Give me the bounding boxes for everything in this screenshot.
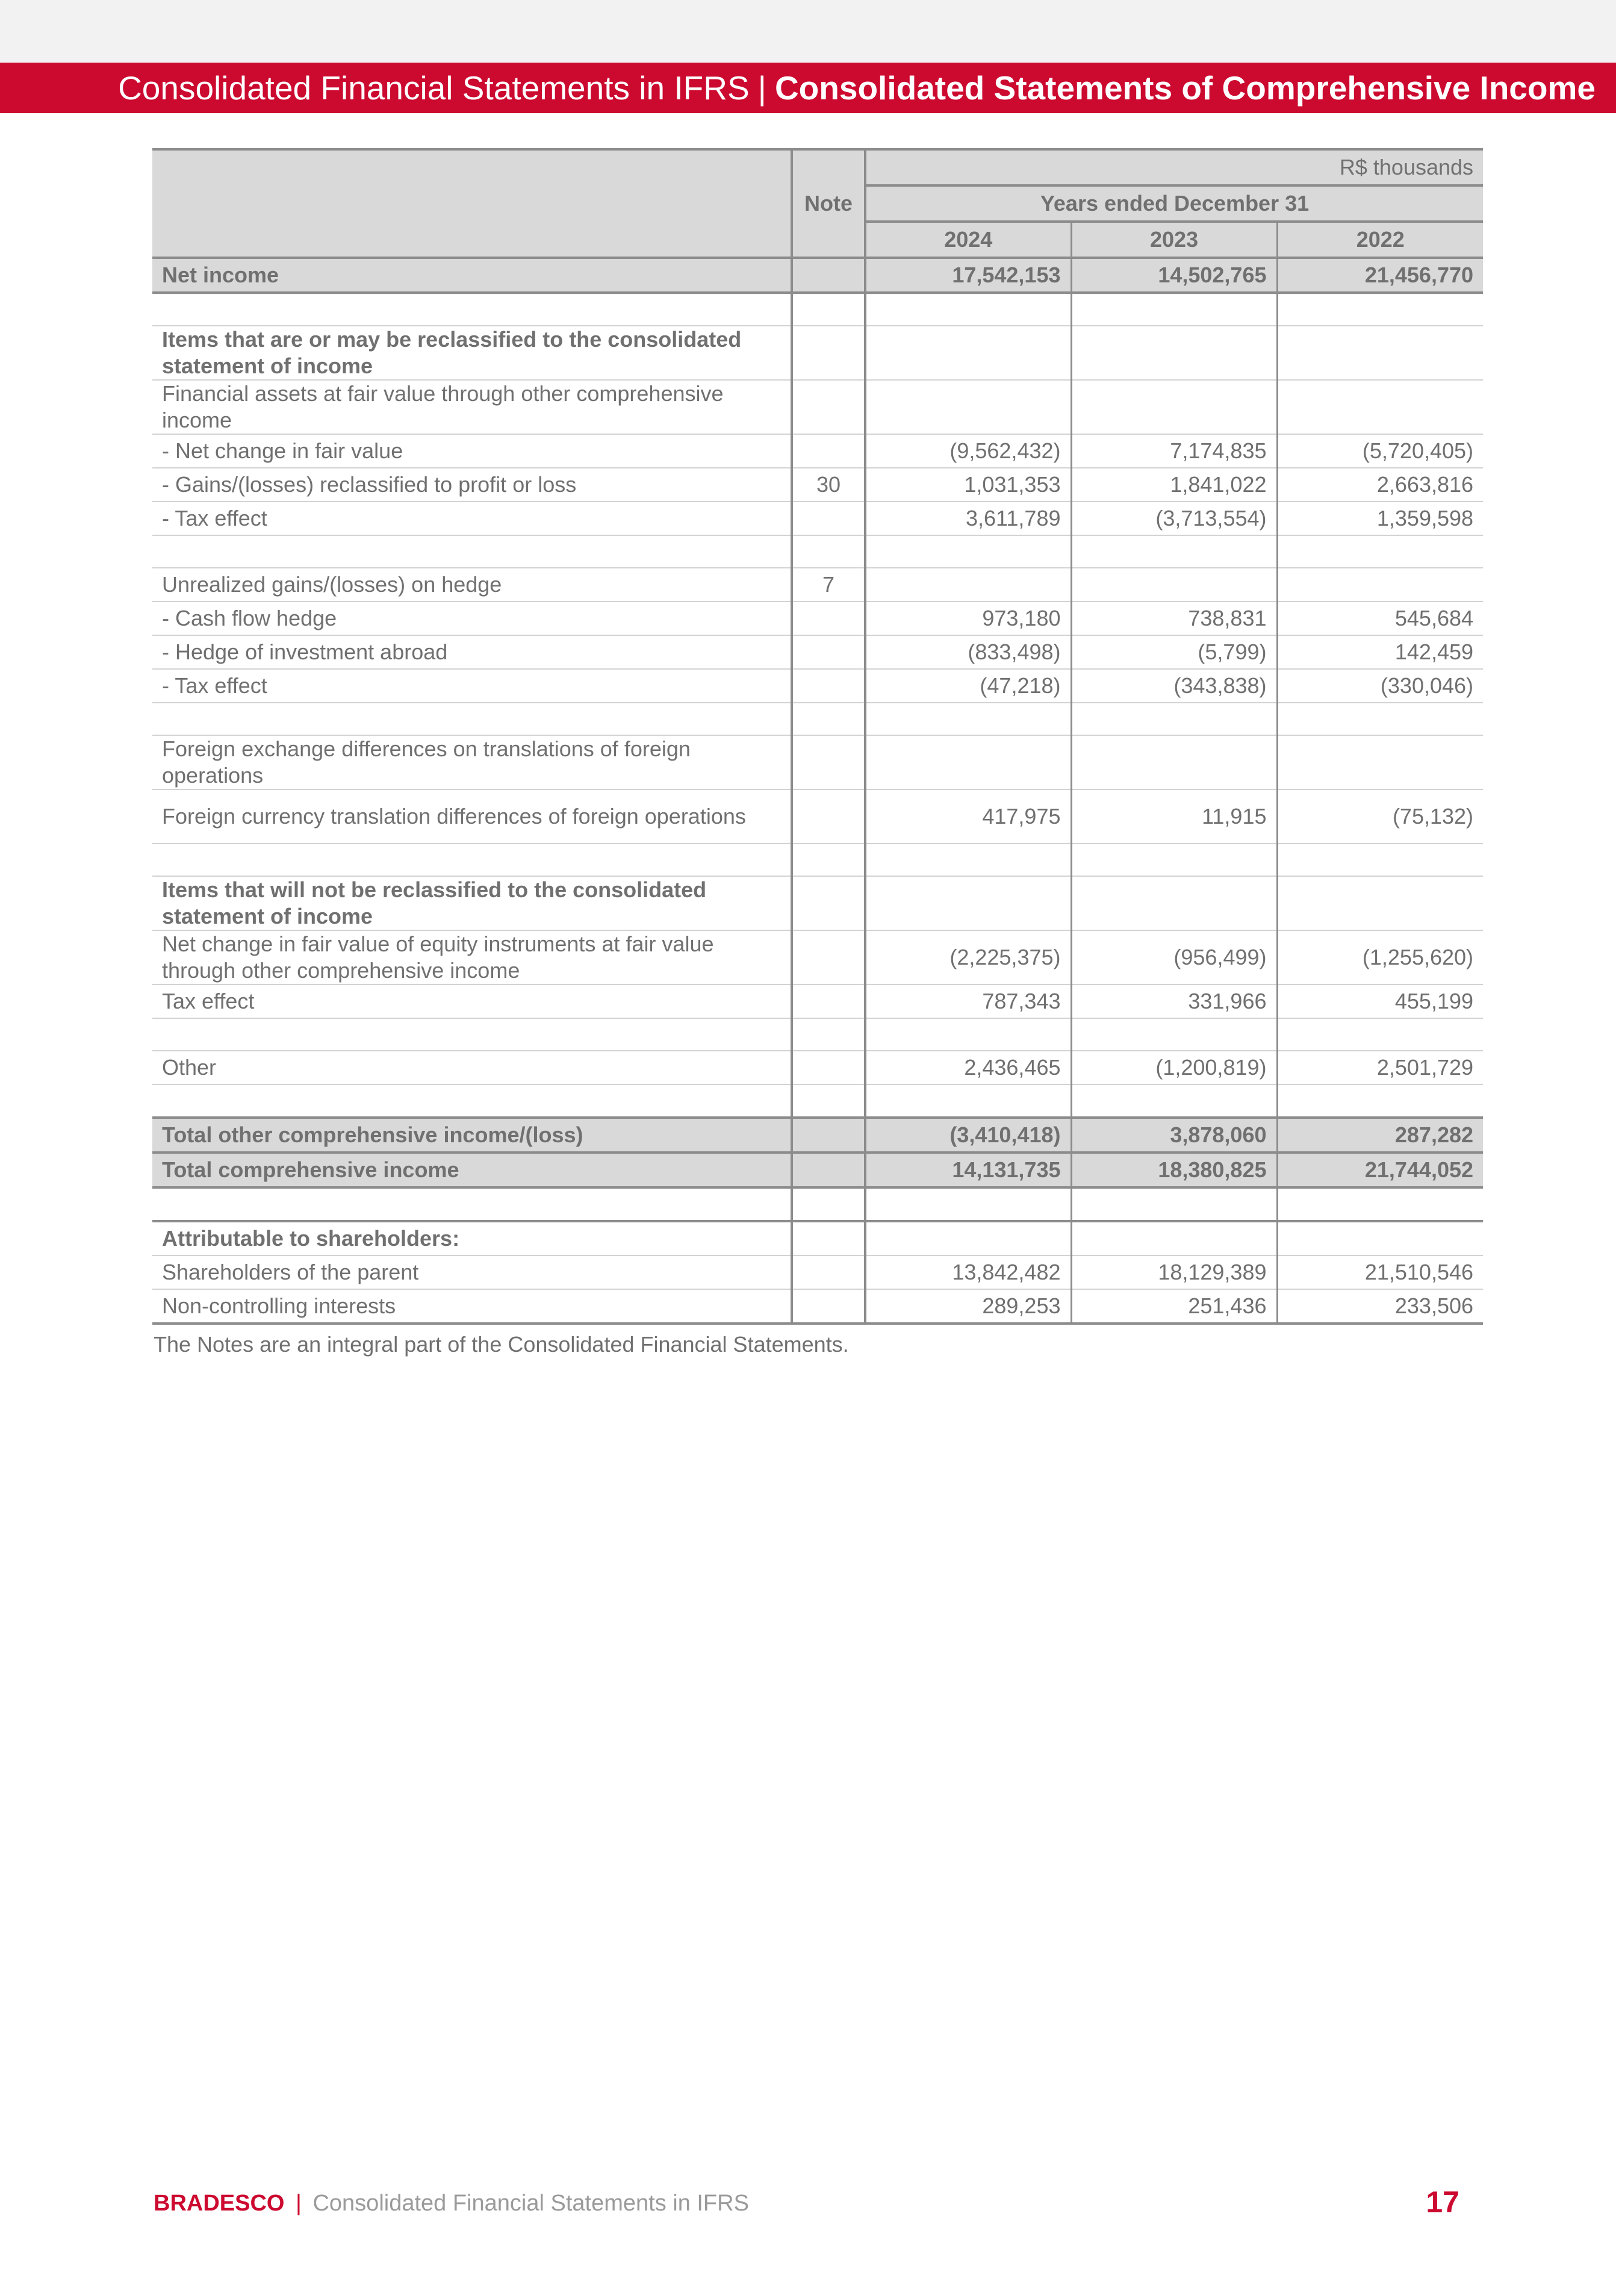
unit-label: R$ thousands <box>865 149 1483 185</box>
year-header-2024: 2024 <box>865 222 1071 258</box>
spacer-row <box>152 844 1483 876</box>
comprehensive-income-table <box>152 148 1483 1325</box>
value-2023: 11,915 <box>1071 789 1277 844</box>
year-header-2022: 2022 <box>1277 222 1483 258</box>
value-2022: (75,132) <box>1277 789 1483 844</box>
header-separator: | <box>757 69 766 107</box>
value-2022: 545,684 <box>1277 602 1483 635</box>
footer-subtitle: Consolidated Financial Statements in IFRS <box>312 2191 749 2216</box>
value-2023: (956,499) <box>1071 930 1277 985</box>
value-2023: (5,799) <box>1071 635 1277 669</box>
row-fx-heading <box>152 735 1483 789</box>
section-heading: Items that are or may be reclassified to the consolidated statement of income <box>152 326 792 380</box>
row-label: - Cash flow hedge <box>152 602 792 635</box>
value-2023: 1,841,022 <box>1071 468 1277 502</box>
header-section: Consolidated Financial Statements in IFRS <box>118 69 750 107</box>
value-2024: (3,410,418) <box>865 1118 1071 1153</box>
row-parent <box>152 1255 1483 1289</box>
value-2024: 1,031,353 <box>865 468 1071 502</box>
footer-separator: | <box>296 2191 302 2216</box>
value-2024: 787,343 <box>865 985 1071 1018</box>
value-2022: 1,359,598 <box>1277 502 1483 535</box>
value-2023: 7,174,835 <box>1071 434 1277 468</box>
value-2022: 142,459 <box>1277 635 1483 669</box>
row-label: - Tax effect <box>152 669 792 703</box>
row-fx-translation <box>152 789 1483 844</box>
row-hedge-abroad <box>152 635 1483 669</box>
value-2024: (9,562,432) <box>865 434 1071 468</box>
value-2023: 18,380,825 <box>1071 1153 1277 1187</box>
value-2024: 3,611,789 <box>865 502 1071 535</box>
row-label: Net income <box>152 258 792 293</box>
value-2024: (47,218) <box>865 669 1071 703</box>
row-label: Financial assets at fair value through other comprehensive income <box>152 380 792 434</box>
value-2022: 2,501,729 <box>1277 1051 1483 1084</box>
row-label: Shareholders of the parent <box>152 1255 792 1289</box>
page-number: 17 <box>1426 2185 1459 2219</box>
value-2023: 14,502,765 <box>1071 258 1277 293</box>
row-gains-reclassified <box>152 468 1483 502</box>
value-2023: (343,838) <box>1071 669 1277 703</box>
value-2022: 21,510,546 <box>1277 1255 1483 1289</box>
value-2022: 455,199 <box>1277 985 1483 1018</box>
value-2022: (5,720,405) <box>1277 434 1483 468</box>
value-2022: (330,046) <box>1277 669 1483 703</box>
row-equity-fv <box>152 930 1483 985</box>
period-header: Years ended December 31 <box>865 185 1483 222</box>
value-2022: (1,255,620) <box>1277 930 1483 985</box>
note-ref: 30 <box>792 468 865 502</box>
row-noreclass-heading <box>152 876 1483 930</box>
spacer-row <box>152 1084 1483 1118</box>
row-label: Net change in fair value of equity instruments at fair value through other comprehensive income <box>152 930 792 985</box>
value-2023: 738,831 <box>1071 602 1277 635</box>
header-blank-cell <box>152 149 792 258</box>
footnote: The Notes are an integral part of the Consolidated Financial Statements. <box>154 1332 849 1357</box>
row-label: Tax effect <box>152 985 792 1018</box>
note-ref: 7 <box>792 568 865 602</box>
row-total-oci <box>152 1118 1483 1153</box>
row-label: Total other comprehensive income/(loss) <box>152 1118 792 1153</box>
spacer-row <box>152 293 1483 326</box>
row-attrib-heading <box>152 1221 1483 1255</box>
value-2024: 13,842,482 <box>865 1255 1071 1289</box>
section-heading: Items that will not be reclassified to the consolidated statement of income <box>152 876 792 930</box>
page-title: Consolidated Statements of Comprehensive Income <box>774 69 1596 107</box>
value-2024: 417,975 <box>865 789 1071 844</box>
year-header-2023: 2023 <box>1071 222 1277 258</box>
value-2022: 21,456,770 <box>1277 258 1483 293</box>
value-2024: 17,542,153 <box>865 258 1071 293</box>
value-2024: 973,180 <box>865 602 1071 635</box>
spacer-row <box>152 1187 1483 1221</box>
value-2023: 251,436 <box>1071 1289 1277 1324</box>
row-net-income <box>152 258 1483 293</box>
row-label: Non-controlling interests <box>152 1289 792 1324</box>
row-label: Total comprehensive income <box>152 1153 792 1187</box>
row-label: - Tax effect <box>152 502 792 535</box>
note-column-header: Note <box>792 149 865 258</box>
row-hedge-heading <box>152 568 1483 602</box>
page-header-banner <box>0 63 1616 113</box>
footer <box>154 2191 749 2217</box>
value-2022: 2,663,816 <box>1277 468 1483 502</box>
spacer-row <box>152 703 1483 735</box>
row-total-ci <box>152 1153 1483 1187</box>
brand-logo-text: BRADESCO <box>154 2191 285 2216</box>
row-tax-effect-3 <box>152 985 1483 1018</box>
row-label: Foreign currency translation differences of foreign operations <box>152 789 792 844</box>
header-row-unit <box>152 149 1483 185</box>
value-2023: 3,878,060 <box>1071 1118 1277 1153</box>
row-reclass-heading <box>152 326 1483 380</box>
value-2023: (1,200,819) <box>1071 1051 1277 1084</box>
value-2022: 233,506 <box>1277 1289 1483 1324</box>
value-2022: 21,744,052 <box>1277 1153 1483 1187</box>
value-2024: 289,253 <box>865 1289 1071 1324</box>
row-tax-effect-2 <box>152 669 1483 703</box>
row-label: Foreign exchange differences on translations of foreign operations <box>152 735 792 789</box>
row-label: Other <box>152 1051 792 1084</box>
value-2023: 331,966 <box>1071 985 1277 1018</box>
value-2022: 287,282 <box>1277 1118 1483 1153</box>
value-2024: 14,131,735 <box>865 1153 1071 1187</box>
value-2024: 2,436,465 <box>865 1051 1071 1084</box>
row-net-change-fv <box>152 434 1483 468</box>
value-2023: (3,713,554) <box>1071 502 1277 535</box>
row-label: - Net change in fair value <box>152 434 792 468</box>
row-cash-flow-hedge <box>152 602 1483 635</box>
row-nci <box>152 1289 1483 1324</box>
row-other <box>152 1051 1483 1084</box>
row-fa-fvoci <box>152 380 1483 434</box>
spacer-row <box>152 535 1483 568</box>
row-label: Unrealized gains/(losses) on hedge <box>152 568 792 602</box>
row-label: - Gains/(losses) reclassified to profit or loss <box>152 468 792 502</box>
value-2024: (833,498) <box>865 635 1071 669</box>
value-2024: (2,225,375) <box>865 930 1071 985</box>
value-2023: 18,129,389 <box>1071 1255 1277 1289</box>
row-tax-effect-1 <box>152 502 1483 535</box>
row-label: - Hedge of investment abroad <box>152 635 792 669</box>
top-margin <box>0 0 1616 63</box>
section-heading: Attributable to shareholders: <box>152 1221 792 1255</box>
spacer-row <box>152 1018 1483 1051</box>
